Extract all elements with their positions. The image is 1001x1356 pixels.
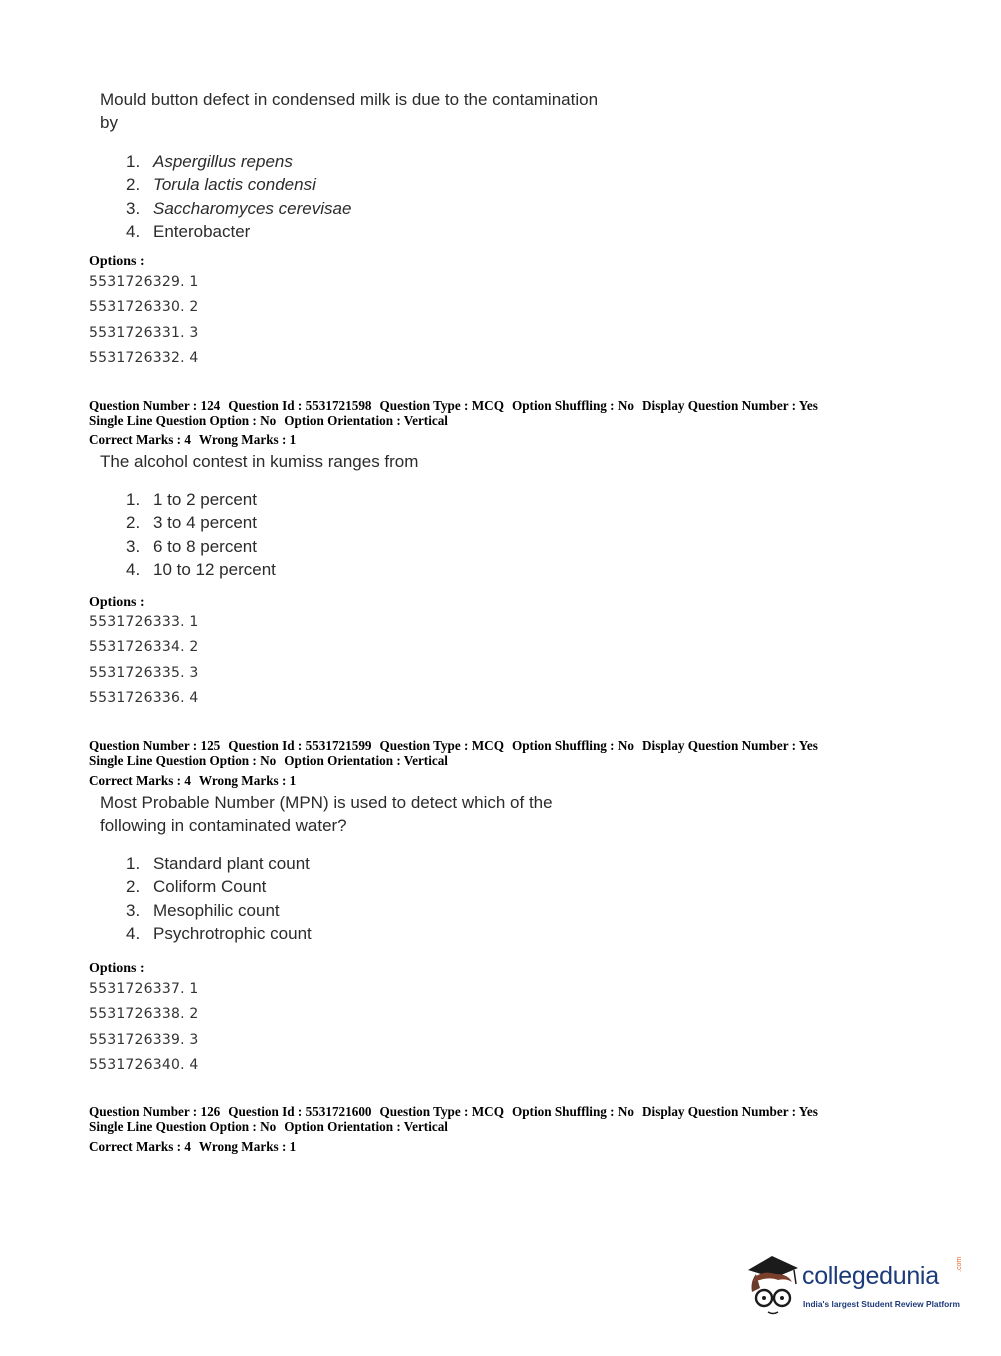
option-id: 5531726334. 2 — [89, 639, 199, 656]
choice-list — [126, 150, 351, 244]
question-marks: Correct Marks : 4 Wrong Marks : 1 — [89, 1139, 297, 1154]
question-meta: Question Number : 124 Question Id : 5531721598 Question Type : MCQ Option Shuffling : No Display Question Number : Yes Single Line Question Option : No Option Orientation : Vertical — [89, 398, 818, 428]
option-id: 5531726336. 4 — [89, 689, 199, 706]
options-label: Options : — [89, 595, 145, 610]
choice-item: 4. Psychrotrophic count — [126, 924, 312, 944]
choice-item: 2. Coliform Count — [126, 877, 267, 897]
choice-item: 2. Torula lactis condensi — [126, 175, 316, 195]
options-label: Options : — [89, 961, 145, 976]
question-marks: Correct Marks : 4 Wrong Marks : 1 — [89, 432, 297, 447]
option-id: 5531726335. 3 — [89, 664, 199, 681]
option-id: 5531726339. 3 — [89, 1031, 199, 1048]
option-id: 5531726337. 1 — [89, 981, 199, 997]
option-id: 5531726329. 1 — [89, 274, 199, 290]
options-label: Options : — [89, 254, 145, 269]
option-id: 5531726330. 2 — [89, 299, 199, 316]
question-marks: Correct Marks : 4 Wrong Marks : 1 — [89, 773, 297, 788]
choice-item: 3. Mesophilic count — [126, 900, 280, 920]
option-id-list — [89, 977, 198, 1078]
question-text: Mould button defect in condensed milk is due to the contamination by — [100, 90, 599, 132]
choice-item: 1. Standard plant count — [126, 854, 310, 873]
logo-suffix: .com — [956, 1256, 963, 1272]
mascot-icon — [742, 1248, 802, 1318]
choice-item: 1. 1 to 2 percent — [126, 490, 257, 509]
choice-list — [126, 488, 276, 582]
option-id: 5531726340. 4 — [89, 1056, 199, 1073]
question-meta: Question Number : 126 Question Id : 5531721600 Question Type : MCQ Option Shuffling : No Display Question Number : Yes Single Line Question Option : No Option Orientation : Vertical — [89, 1104, 818, 1134]
choice-list — [126, 852, 312, 946]
question-text: The alcohol contest in kumiss ranges from — [100, 452, 419, 471]
choice-item: 3. 6 to 8 percent — [126, 536, 257, 556]
choice-item: 4. 10 to 12 percent — [126, 560, 276, 580]
option-id: 5531726338. 2 — [89, 1006, 199, 1023]
option-id: 5531726333. 1 — [89, 614, 199, 630]
option-id: 5531726331. 3 — [89, 324, 199, 341]
collegedunia-logo[interactable] — [742, 1248, 972, 1318]
choice-item: 3. Saccharomyces cerevisae — [126, 198, 352, 218]
question-meta: Question Number : 125 Question Id : 5531721599 Question Type : MCQ Option Shuffling : No Display Question Number : Yes Single Line Question Option : No Option Orientation : Vertical — [89, 738, 818, 768]
question-text: Most Probable Number (MPN) is used to detect which of the following in contaminated water? — [100, 793, 553, 835]
logo-tagline: India's largest Student Review Platform — [803, 1299, 960, 1309]
choice-item: 2. 3 to 4 percent — [126, 513, 257, 533]
option-id: 5531726332. 4 — [89, 349, 199, 366]
option-id-list — [89, 270, 198, 371]
option-id-list — [89, 610, 198, 711]
choice-item: 4. Enterobacter — [126, 222, 251, 242]
choice-item: 1. Aspergillus repens — [126, 152, 293, 171]
logo-wordmark: collegedunia — [802, 1262, 939, 1290]
